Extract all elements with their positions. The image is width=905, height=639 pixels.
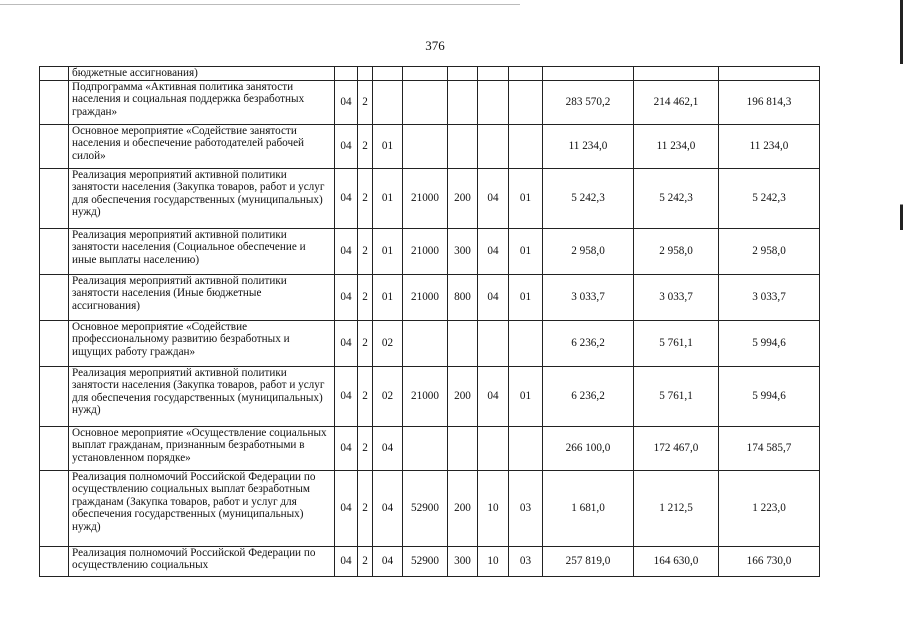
amount-cell: 214 462,1 — [634, 80, 719, 124]
code-cell — [448, 426, 478, 470]
amount-cell: 1 223,0 — [719, 470, 820, 546]
code-cell: 2 — [358, 228, 373, 274]
code-cell: 300 — [448, 228, 478, 274]
row-name-cell: бюджетные ассигнования) — [69, 67, 335, 81]
scan-top-line — [0, 4, 520, 5]
code-cell: 800 — [448, 274, 478, 320]
page-number: 376 — [425, 38, 445, 53]
table-body — [40, 67, 820, 577]
code-cell — [509, 320, 543, 366]
row-index-cell — [40, 426, 69, 470]
amount-cell: 266 100,0 — [543, 426, 634, 470]
code-cell: 04 — [335, 228, 358, 274]
table-row — [40, 320, 820, 366]
amount-cell: 5 761,1 — [634, 320, 719, 366]
amount-cell: 172 467,0 — [634, 426, 719, 470]
row-name-cell: Подпрограмма «Активная политика занятости населения и социальная поддержка безработных граждан» — [69, 80, 335, 124]
row-name-cell: Реализация мероприятий активной политики занятости населения (Иные бюджетные ассигнования) — [69, 274, 335, 320]
code-cell: 2 — [358, 546, 373, 576]
code-cell: 2 — [358, 80, 373, 124]
code-cell: 2 — [358, 168, 373, 228]
code-cell: 02 — [373, 320, 403, 366]
amount-cell: 11 234,0 — [543, 124, 634, 168]
code-cell — [448, 124, 478, 168]
code-cell — [448, 67, 478, 81]
code-cell: 2 — [358, 426, 373, 470]
table-row — [40, 426, 820, 470]
code-cell: 01 — [509, 366, 543, 426]
amount-cell: 3 033,7 — [634, 274, 719, 320]
amount-cell: 2 958,0 — [543, 228, 634, 274]
code-cell: 52900 — [403, 546, 448, 576]
row-name-cell: Реализация мероприятий активной политики занятости населения (Закупка товаров, работ и услуг для обеспечения государственных (муниципальных) нужд) — [69, 366, 335, 426]
code-cell — [358, 67, 373, 81]
code-cell — [509, 67, 543, 81]
amount-cell: 283 570,2 — [543, 80, 634, 124]
table-row — [40, 228, 820, 274]
amount-cell: 164 630,0 — [634, 546, 719, 576]
code-cell — [509, 426, 543, 470]
amount-cell: 196 814,3 — [719, 80, 820, 124]
code-cell — [509, 80, 543, 124]
code-cell: 200 — [448, 366, 478, 426]
amount-cell: 2 958,0 — [719, 228, 820, 274]
code-cell: 04 — [373, 426, 403, 470]
code-cell: 04 — [373, 470, 403, 546]
amount-cell: 174 585,7 — [719, 426, 820, 470]
amount-cell: 5 242,3 — [634, 168, 719, 228]
row-name-cell: Реализация мероприятий активной политики занятости населения (Социальное обеспечение и иные выплаты населению) — [69, 228, 335, 274]
code-cell: 01 — [373, 168, 403, 228]
code-cell: 200 — [448, 470, 478, 546]
code-cell: 2 — [358, 470, 373, 546]
code-cell: 2 — [358, 274, 373, 320]
code-cell — [448, 320, 478, 366]
amount-cell: 6 236,2 — [543, 320, 634, 366]
code-cell — [403, 426, 448, 470]
code-cell: 10 — [478, 546, 509, 576]
row-index-cell — [40, 274, 69, 320]
row-name-cell: Основное мероприятие «Осуществление социальных выплат гражданам, признанным безработными в установленном порядке» — [69, 426, 335, 470]
code-cell: 10 — [478, 470, 509, 546]
amount-cell — [543, 67, 634, 81]
table-row — [40, 80, 820, 124]
amount-cell — [634, 67, 719, 81]
code-cell — [373, 67, 403, 81]
table-row — [40, 124, 820, 168]
row-name-cell: Реализация полномочий Российской Федерации по осуществлению социальных — [69, 546, 335, 576]
code-cell: 01 — [509, 168, 543, 228]
amount-cell: 5 242,3 — [543, 168, 634, 228]
row-name-cell: Основное мероприятие «Содействие занятости населения и обеспечение работодателей рабочей силой» — [69, 124, 335, 168]
code-cell: 2 — [358, 320, 373, 366]
code-cell — [509, 124, 543, 168]
amount-cell: 1 681,0 — [543, 470, 634, 546]
code-cell: 03 — [509, 546, 543, 576]
amount-cell — [719, 67, 820, 81]
row-index-cell — [40, 320, 69, 366]
code-cell: 21000 — [403, 228, 448, 274]
code-cell — [478, 426, 509, 470]
code-cell: 04 — [478, 228, 509, 274]
code-cell: 04 — [335, 168, 358, 228]
amount-cell: 11 234,0 — [634, 124, 719, 168]
row-index-cell — [40, 470, 69, 546]
code-cell: 04 — [335, 546, 358, 576]
code-cell: 01 — [373, 274, 403, 320]
code-cell: 52900 — [403, 470, 448, 546]
code-cell: 200 — [448, 168, 478, 228]
code-cell — [373, 80, 403, 124]
code-cell — [478, 124, 509, 168]
code-cell: 01 — [373, 228, 403, 274]
code-cell — [403, 67, 448, 81]
amount-cell: 2 958,0 — [634, 228, 719, 274]
amount-cell: 3 033,7 — [543, 274, 634, 320]
code-cell: 04 — [478, 168, 509, 228]
budget-table — [39, 66, 820, 577]
code-cell — [478, 67, 509, 81]
code-cell: 21000 — [403, 168, 448, 228]
code-cell: 04 — [335, 124, 358, 168]
code-cell: 01 — [373, 124, 403, 168]
code-cell — [403, 320, 448, 366]
code-cell: 21000 — [403, 274, 448, 320]
row-index-cell — [40, 546, 69, 576]
code-cell: 03 — [509, 470, 543, 546]
row-index-cell — [40, 228, 69, 274]
table-row — [40, 470, 820, 546]
code-cell: 2 — [358, 124, 373, 168]
amount-cell: 6 236,2 — [543, 366, 634, 426]
table-row — [40, 546, 820, 576]
code-cell — [478, 320, 509, 366]
row-index-cell — [40, 168, 69, 228]
amount-cell: 257 819,0 — [543, 546, 634, 576]
code-cell — [478, 80, 509, 124]
amount-cell: 5 994,6 — [719, 320, 820, 366]
amount-cell: 5 761,1 — [634, 366, 719, 426]
code-cell: 21000 — [403, 366, 448, 426]
code-cell: 04 — [478, 366, 509, 426]
amount-cell: 11 234,0 — [719, 124, 820, 168]
amount-cell: 1 212,5 — [634, 470, 719, 546]
code-cell — [335, 67, 358, 81]
code-cell: 04 — [335, 80, 358, 124]
table-row — [40, 168, 820, 228]
row-index-cell — [40, 67, 69, 81]
code-cell: 04 — [335, 426, 358, 470]
code-cell: 300 — [448, 546, 478, 576]
code-cell: 04 — [335, 470, 358, 546]
code-cell: 04 — [335, 274, 358, 320]
table-row — [40, 67, 820, 81]
code-cell — [403, 80, 448, 124]
code-cell: 01 — [509, 228, 543, 274]
code-cell: 2 — [358, 366, 373, 426]
code-cell: 04 — [335, 366, 358, 426]
code-cell — [448, 80, 478, 124]
code-cell: 04 — [335, 320, 358, 366]
code-cell: 04 — [478, 274, 509, 320]
code-cell: 01 — [509, 274, 543, 320]
code-cell — [403, 124, 448, 168]
row-name-cell: Реализация полномочий Российской Федерации по осуществлению социальных выплат безработным гражданам (Закупка товаров, работ и услуг для обеспечения государственных (муниципальных) нужд) — [69, 470, 335, 546]
row-index-cell — [40, 366, 69, 426]
amount-cell: 166 730,0 — [719, 546, 820, 576]
amount-cell: 3 033,7 — [719, 274, 820, 320]
row-name-cell: Реализация мероприятий активной политики занятости населения (Закупка товаров, работ и услуг для обеспечения государственных (муниципальных) нужд) — [69, 168, 335, 228]
amount-cell: 5 994,6 — [719, 366, 820, 426]
code-cell: 04 — [373, 546, 403, 576]
code-cell: 02 — [373, 366, 403, 426]
table-row — [40, 366, 820, 426]
row-index-cell — [40, 124, 69, 168]
row-index-cell — [40, 80, 69, 124]
amount-cell: 5 242,3 — [719, 168, 820, 228]
table-row — [40, 274, 820, 320]
row-name-cell: Основное мероприятие «Содействие профессиональному развитию безработных и ищущих работу граждан» — [69, 320, 335, 366]
scan-right-edge — [900, 0, 903, 639]
